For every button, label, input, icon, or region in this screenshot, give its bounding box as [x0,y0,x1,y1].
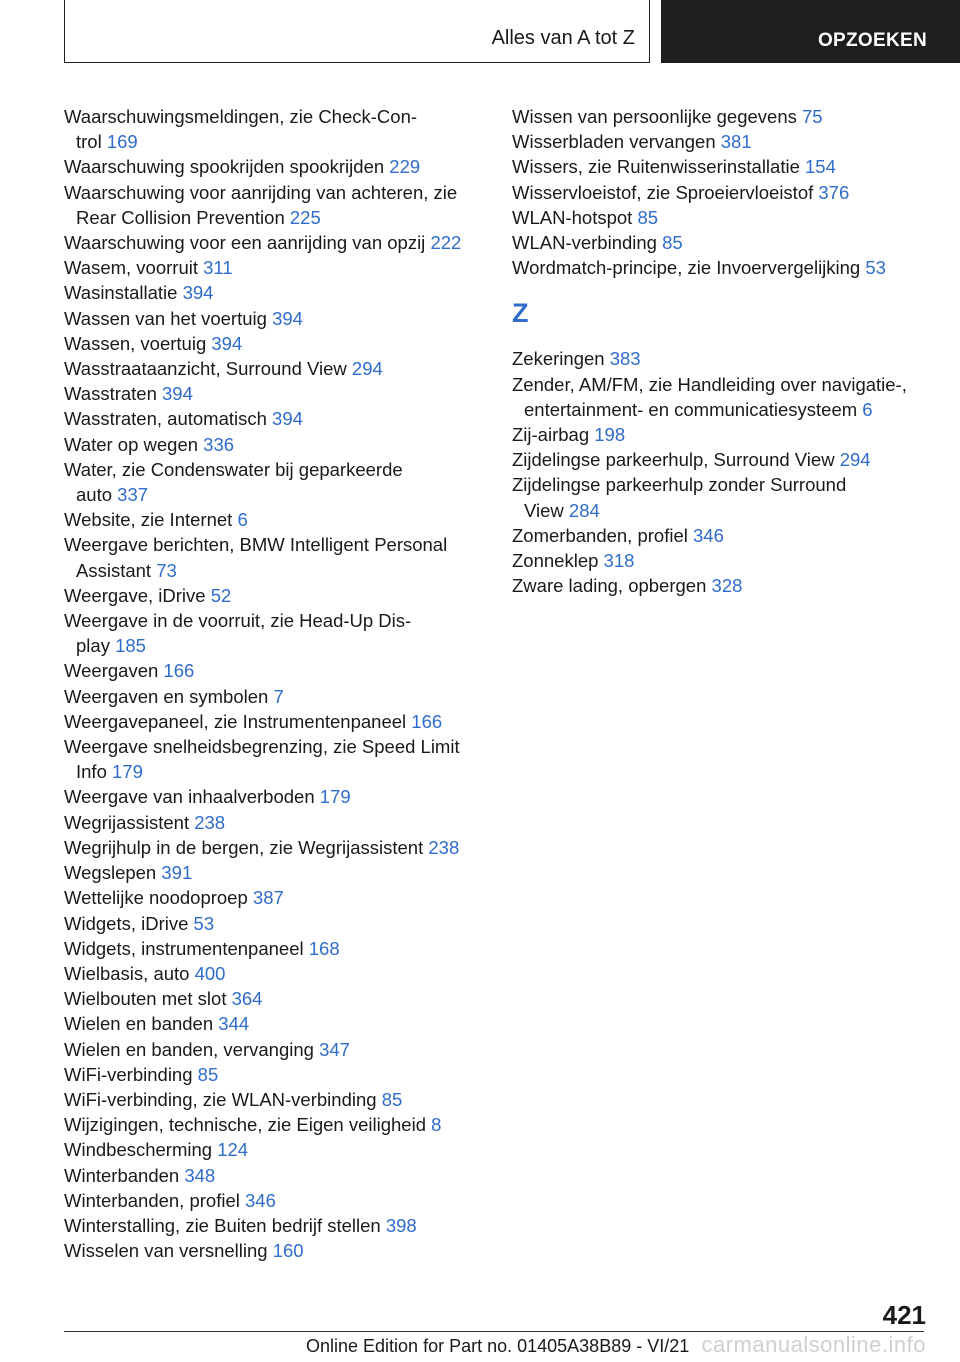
index-entry [512,104,952,129]
page-reference-link[interactable]: 6 [862,398,873,420]
index-entry [64,1112,484,1137]
index-term: Wasstraten [64,383,163,405]
page-reference-link[interactable]: 166 [163,660,195,682]
index-term: Wassen van het voertuig [64,307,273,329]
page-reference-link[interactable]: 238 [428,836,460,858]
page-reference-link[interactable]: 222 [430,232,462,254]
index-entry [64,507,484,532]
page-reference-link[interactable]: 364 [231,988,263,1010]
page-reference-link[interactable]: 160 [272,1240,304,1262]
index-term: Wielen en banden, vervanging [64,1038,320,1060]
page-reference-link[interactable]: 75 [802,106,823,127]
index-entry [64,684,484,709]
page-reference-link[interactable]: 346 [245,1189,276,1211]
index-term: Wissers, zie Ruitenwisserinstallatie [512,156,806,178]
section-letter-z: Z [512,298,529,329]
index-entry [64,986,484,1011]
index-entry [64,860,484,885]
index-column-right [512,104,952,598]
index-term: Wegslepen [64,862,162,884]
index-entry [64,1137,484,1162]
page-reference-link[interactable]: 311 [203,257,233,279]
index-term: Wasem, voorruit [64,257,204,279]
index-term: Waarschuwingsmeldingen, zie Check-Con‐ trol [64,106,418,153]
index-term: Waarschuwing voor aanrijding van achteren, zie Rear Collision Prevention [64,181,463,228]
page-reference-link[interactable]: 294 [839,449,871,471]
index-entry [512,230,952,255]
index-entry [64,381,484,406]
index-term: Wegrijassistent [64,811,195,833]
page-reference-link[interactable]: 168 [308,937,340,959]
page-reference-link[interactable]: 400 [194,962,226,984]
index-entry [64,1213,484,1238]
chapter-title: OPZOEKEN [817,30,927,51]
index-term: Wielbasis, auto [64,962,195,984]
page-reference-link[interactable]: 6 [237,509,248,531]
index-entry [64,1087,484,1112]
index-entry [512,255,952,280]
index-entry [512,573,952,598]
index-entry [64,1062,484,1087]
index-term: Wisservloeistof, zie Sproeiervloeistof [512,181,819,203]
page-reference-link[interactable]: 381 [720,131,752,153]
index-term: Weergave snelheidsbegrenzing, zie Speed Limit Info [64,736,465,783]
index-entry [512,447,952,472]
page-reference-link[interactable]: 391 [161,862,193,884]
page-reference-link[interactable]: 166 [411,710,443,732]
index-term: Winterstalling, zie Buiten bedrijf stellen [64,1214,386,1236]
index-term: Weergavepaneel, zie Instrumentenpaneel [64,710,412,732]
index-group-z [512,346,952,598]
index-term: Weergaven en symbolen [64,685,274,707]
page-reference-link[interactable]: 198 [594,424,626,446]
page-reference-link[interactable]: 179 [319,786,351,808]
index-term: Website, zie Internet [64,509,238,531]
page-reference-link[interactable]: 347 [319,1038,350,1060]
index-entry [64,180,484,230]
watermark-logo: carmanualsonline.info [701,1332,926,1357]
index-entry [64,608,484,658]
index-term: Wisserbladen vervangen [512,131,721,153]
page-reference-link[interactable]: 229 [389,156,421,178]
page-reference-link[interactable]: 398 [385,1214,417,1236]
index-term: Wassen, voertuig [64,332,212,354]
index-entry [512,372,952,422]
index-term: Wasstraten, automatisch [64,408,273,430]
index-entry [64,457,484,507]
page-reference-link[interactable]: 169 [106,131,138,153]
index-term: Zijdelingse parkeerhulp, Surround View [512,449,840,471]
page-reference-link[interactable]: 394 [272,307,303,329]
edition-note: Online Edition for Part no. 01405A38B89 - VI/21 [306,1336,690,1356]
index-term: Widgets, iDrive [64,912,194,934]
index-entry [64,432,484,457]
index-term: Water op wegen [64,433,204,455]
index-term: Wielbouten met slot [64,988,232,1010]
index-term: Waarschuwing spookrijden spookrijden [64,156,390,178]
index-term: Wordmatch-principe, zie Invoervergelijking [512,257,866,279]
index-entry [64,1188,484,1213]
index-entry [512,523,952,548]
header-chapter-tab[interactable] [661,0,960,63]
page-reference-link[interactable]: 52 [210,584,232,606]
section-title: Alles van A tot Z [491,27,635,49]
index-entry [64,255,484,280]
index-term: WLAN-hotspot [512,206,638,228]
page-reference-link[interactable]: 346 [693,524,724,546]
index-term: Weergave in de voorruit, zie Head-Up Dis‐ play [64,610,412,657]
index-term: Weergave, iDrive [64,584,211,606]
index-entry [64,911,484,936]
page-reference-link[interactable]: 376 [818,181,850,203]
index-entry [64,1163,484,1188]
index-entry [64,230,484,255]
index-column-left [64,104,484,1263]
index-entry [64,356,484,381]
header-section-box [64,0,650,63]
index-entry [512,129,952,154]
index-term: Wegrijhulp in de bergen, zie Wegrijassistent [64,836,429,858]
index-term: Water, zie Condenswater bij geparkeerde auto [64,458,403,506]
page-reference-link[interactable]: 344 [218,1013,250,1035]
index-term: Windbescherming [64,1139,218,1161]
index-entry [64,734,484,784]
index-entry [64,532,484,582]
index-entry [512,422,952,447]
index-entry [64,1011,484,1036]
page-reference-link[interactable]: 8 [431,1114,442,1136]
index-term: Waarschuwing voor een aanrijding van opzij [64,232,431,254]
page-reference-link[interactable]: 394 [211,332,243,354]
page-reference-link[interactable]: 53 [865,257,886,279]
index-entry [64,1037,484,1062]
index-term: Zender, AM/FM, zie Handleiding over navigatie-, entertainment- en communicatiesysteem [512,373,912,420]
page-reference-link[interactable]: 179 [112,761,143,783]
page-reference-link[interactable]: 53 [193,912,215,934]
page-reference-link[interactable]: 154 [805,156,836,178]
index-term: Wasinstallatie [64,282,183,304]
page-reference-link[interactable]: 336 [203,433,235,455]
index-term: Weergave van inhaalverboden [64,786,320,808]
index-term: Wasstraataanzicht, Surround View [64,358,352,380]
page-reference-link[interactable]: 124 [217,1139,249,1161]
page-reference-link[interactable]: 85 [197,1063,219,1085]
index-term: Zware lading, opbergen [512,575,712,597]
index-entry [64,406,484,431]
index-entry [64,280,484,305]
index-entry [512,180,952,205]
index-term: Zijdelingse parkeerhulp zonder Surround View [512,474,847,521]
index-entry [64,784,484,809]
index-entry [64,331,484,356]
index-entry [64,709,484,734]
index-entry [64,936,484,961]
index-term: Wisselen van versnelling [64,1240,273,1262]
index-term: WiFi-verbinding [64,1063,198,1085]
page-reference-link[interactable]: 185 [115,635,146,657]
page-reference-link[interactable]: 294 [351,358,383,380]
index-term: Weergaven [64,660,164,682]
index-entry [512,548,952,573]
index-entry [64,835,484,860]
index-term: Wielen en banden [64,1013,219,1035]
page-reference-link[interactable]: 238 [194,811,226,833]
index-term: Wettelijke noodoproep [64,887,253,909]
page-reference-link[interactable]: 337 [117,484,149,506]
page-reference-link[interactable]: 85 [637,206,659,228]
page-reference-link[interactable]: 394 [182,282,214,304]
page-number: 421 [882,1300,926,1330]
index-term: Wijzigingen, technische, zie Eigen veiligheid [64,1114,432,1136]
index-entry [64,658,484,683]
index-term: Zij-airbag [512,424,595,446]
index-entry [64,885,484,910]
page-reference-link[interactable]: 387 [252,887,284,909]
index-term: Weergave berichten, BMW Intelligent Personal Assistant [64,534,452,581]
index-entry [64,104,484,154]
page-reference-link[interactable]: 318 [603,550,635,572]
index-entry [64,1238,484,1263]
page-reference-link[interactable]: 383 [609,348,641,370]
page-reference-link[interactable]: 394 [272,408,303,430]
page-reference-link[interactable]: 394 [162,383,193,405]
index-term: Zekeringen [512,348,610,370]
index-entry [512,205,952,230]
index-entry [64,961,484,986]
index-entry [512,154,952,179]
index-term: Winterbanden, profiel [64,1189,245,1211]
index-entry [64,154,484,179]
index-entry [64,810,484,835]
page-reference-link[interactable]: 73 [156,559,177,581]
index-term: Winterbanden [64,1164,185,1186]
page-reference-link[interactable]: 284 [568,499,600,521]
index-entry [512,472,952,522]
index-entry [64,306,484,331]
page-reference-link[interactable]: 348 [184,1164,216,1186]
index-term: Zonneklep [512,550,604,572]
index-entry [64,583,484,608]
index-term: WiFi-verbinding, zie WLAN-verbinding [64,1088,382,1110]
index-term: Widgets, instrumentenpaneel [64,937,309,959]
index-entry [512,346,952,371]
page-reference-link[interactable]: 7 [273,685,284,707]
index-group-w-continued [512,104,952,280]
page-reference-link[interactable]: 85 [662,232,683,254]
page-reference-link[interactable]: 225 [289,206,321,228]
index-term: WLAN-verbinding [512,232,663,254]
index-term: Wissen van persoonlijke gegevens [512,106,802,127]
page-reference-link[interactable]: 328 [711,575,743,597]
page-reference-link[interactable]: 85 [381,1088,403,1110]
index-term: Zomerbanden, profiel [512,524,693,546]
